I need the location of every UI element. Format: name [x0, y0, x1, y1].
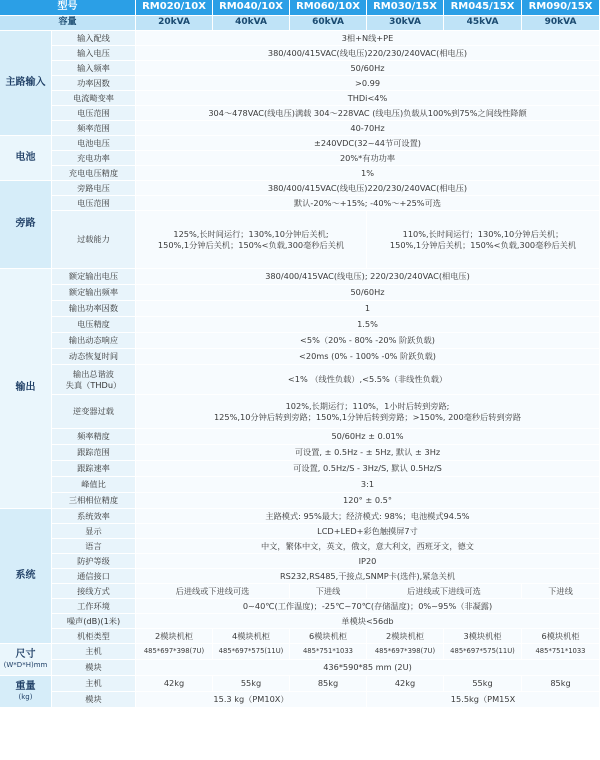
- row-value: 485*697*575(11U): [213, 644, 290, 660]
- table-row: [0, 151, 600, 166]
- row-value: 55kg: [444, 676, 522, 692]
- table-row: [0, 477, 600, 493]
- table-row: [0, 429, 600, 445]
- model-name: RM090/15X: [522, 0, 600, 16]
- table-row: [0, 629, 600, 644]
- section-size-unit: (W*D*H)mm: [3, 661, 48, 670]
- row-label: 语言: [52, 539, 136, 554]
- capacity-value: 40kVA: [213, 16, 290, 31]
- overload-left-line: 150%,1分钟后关机；150%<负载,300毫秒后关机: [157, 239, 345, 250]
- model-row: [0, 0, 600, 16]
- table-row: [0, 461, 600, 477]
- row-label-line: 输出总谐波: [73, 369, 114, 380]
- row-value: 后进线或下进线可选: [367, 584, 522, 599]
- row-value: 主路模式: 95%最大；经济模式: 98%；电池模式94.5%: [136, 509, 600, 524]
- overload-left: [136, 211, 367, 269]
- table-row: [0, 584, 600, 599]
- section-battery: 电池: [0, 136, 52, 181]
- row-value: 85kg: [522, 676, 600, 692]
- section-weight-unit: (kg): [18, 693, 33, 702]
- table-row: [0, 121, 600, 136]
- row-value: 6模块机柜: [522, 629, 600, 644]
- row-label: 电压精度: [52, 317, 136, 333]
- section-weight: [0, 676, 52, 708]
- row-value: 1.5%: [136, 317, 600, 333]
- table-row: [0, 269, 600, 285]
- row-value: 42kg: [136, 676, 213, 692]
- table-row: [0, 524, 600, 539]
- capacity-value: 20kVA: [136, 16, 213, 31]
- row-value: 485*751*1033: [290, 644, 367, 660]
- row-label: 工作环境: [52, 599, 136, 614]
- table-row: [0, 644, 600, 660]
- table-row: [0, 395, 600, 429]
- row-label: 充电功率: [52, 151, 136, 166]
- row-value: 中文，繁体中文，英文，俄文，意大利文，西班牙文，德文: [136, 539, 600, 554]
- table-row: [0, 196, 600, 211]
- row-value: 2模块机柜: [136, 629, 213, 644]
- row-label: 充电电压精度: [52, 166, 136, 181]
- table-row: [0, 692, 600, 708]
- row-value: 50/60Hz: [136, 61, 600, 76]
- row-label: 频率精度: [52, 429, 136, 445]
- table-row: [0, 445, 600, 461]
- row-label: 额定输出频率: [52, 285, 136, 301]
- row-label: 频率范围: [52, 121, 136, 136]
- row-label: 跟踪范围: [52, 445, 136, 461]
- row-label: 机柜类型: [52, 629, 136, 644]
- row-value: 默认-20%～+15%; -40%～+25%可选: [136, 196, 600, 211]
- row-label: 峰值比: [52, 477, 136, 493]
- row-value: 436*590*85 mm (2U): [136, 660, 600, 676]
- overload-right-line: 110%,长时间运行；130%,10分钟后关机；: [402, 229, 564, 240]
- row-label: 防护等级: [52, 554, 136, 569]
- table-row: [0, 676, 600, 692]
- table-row: [0, 569, 600, 584]
- row-value: 下进线: [522, 584, 600, 599]
- table-row: [0, 166, 600, 181]
- table-row: [0, 136, 600, 151]
- row-label: 电池电压: [52, 136, 136, 151]
- row-label: 跟踪速率: [52, 461, 136, 477]
- table-row: [0, 211, 600, 269]
- model-name: RM030/15X: [367, 0, 444, 16]
- row-value: LCD+LED+彩色触摸屏7寸: [136, 524, 600, 539]
- row-value: 可设置, ± 0.5Hz - ± 5Hz, 默认 ± 3Hz: [136, 445, 600, 461]
- section-main-input: 主路输入: [0, 31, 52, 136]
- table-row: [0, 61, 600, 76]
- table-row: [0, 181, 600, 196]
- row-value: <5%（20% - 80% -20% 阶跃负载): [136, 333, 600, 349]
- capacity-label: 容量: [0, 16, 136, 31]
- row-value: RS232,RS485,干接点,SNMP卡(选件),紧急关机: [136, 569, 600, 584]
- row-label: 接线方式: [52, 584, 136, 599]
- table-row: [0, 76, 600, 91]
- row-value: 485*697*398(7U): [136, 644, 213, 660]
- capacity-value: 60kVA: [290, 16, 367, 31]
- row-label: [52, 365, 136, 395]
- table-row: [0, 599, 600, 614]
- row-label: 主机: [52, 676, 136, 692]
- row-label: 三相相位精度: [52, 493, 136, 509]
- row-value: 50/60Hz ± 0.01%: [136, 429, 600, 445]
- row-value: 50/60Hz: [136, 285, 600, 301]
- row-value: ±240VDC(32~44节可设置): [136, 136, 600, 151]
- row-value: <1% （线性负载）,<5.5%（非线性负载）: [136, 365, 600, 395]
- row-value: 1: [136, 301, 600, 317]
- model-name: RM020/10X: [136, 0, 213, 16]
- row-value: 20%*有功功率: [136, 151, 600, 166]
- row-value: THDi<4%: [136, 91, 600, 106]
- row-label: 电压范围: [52, 106, 136, 121]
- overload-right: [367, 211, 600, 269]
- row-value: <20ms (0% - 100% -0% 阶跃负载): [136, 349, 600, 365]
- capacity-row: [0, 16, 600, 31]
- row-value: 4模块机柜: [213, 629, 290, 644]
- row-label: 逆变器过载: [52, 395, 136, 429]
- table-row: [0, 365, 600, 395]
- row-value: 55kg: [213, 676, 290, 692]
- section-system: 系统: [0, 509, 52, 644]
- row-value: 3:1: [136, 477, 600, 493]
- table-row: [0, 509, 600, 524]
- row-label: 旁路电压: [52, 181, 136, 196]
- row-value: 42kg: [367, 676, 444, 692]
- row-label: 通信接口: [52, 569, 136, 584]
- row-label: 模块: [52, 692, 136, 708]
- row-value: IP20: [136, 554, 600, 569]
- row-label: 电流畸变率: [52, 91, 136, 106]
- row-label: 动态恢复时间: [52, 349, 136, 365]
- table-row: [0, 614, 600, 629]
- section-size: [0, 644, 52, 676]
- table-row: [0, 333, 600, 349]
- row-label: 电压范围: [52, 196, 136, 211]
- overload-left-line: 125%,长时间运行；130%,10分钟后关机;: [173, 229, 329, 240]
- table-row: [0, 349, 600, 365]
- row-value-line: 102%,长期运行；110%，1小时后转到旁路;: [285, 401, 450, 412]
- table-row: [0, 539, 600, 554]
- row-value: 6模块机柜: [290, 629, 367, 644]
- row-value: 单模块<56db: [136, 614, 600, 629]
- row-value-line: 125%,10分钟后转到旁路；150%,1分钟后转到旁路；>150%, 200毫秒后转到旁路: [213, 411, 522, 422]
- row-label: 输出功率因数: [52, 301, 136, 317]
- row-value: 15.3 kg（PM10X）: [136, 692, 367, 708]
- table-row: [0, 301, 600, 317]
- row-value: 15.5kg（PM15X: [367, 692, 600, 708]
- row-value: 485*751*1033: [522, 644, 600, 660]
- row-value: 380/400/415VAC(线电压); 220/230/240VAC(相电压): [136, 269, 600, 285]
- table-row: [0, 91, 600, 106]
- table-row: [0, 285, 600, 301]
- row-value: 380/400/415VAC(线电压)220/230/240VAC(相电压): [136, 46, 600, 61]
- row-label: 额定输出电压: [52, 269, 136, 285]
- row-label: 系统效率: [52, 509, 136, 524]
- row-label: 输入配线: [52, 31, 136, 46]
- table-row: [0, 493, 600, 509]
- row-label-line: 失真（THDu）: [65, 379, 122, 390]
- section-size-title: 尺寸: [15, 648, 36, 660]
- row-label: 输入电压: [52, 46, 136, 61]
- capacity-value: 45kVA: [444, 16, 522, 31]
- overload-right-line: 150%,1分钟后关机；150%<负载,300毫秒后关机: [389, 239, 577, 250]
- row-label: 显示: [52, 524, 136, 539]
- row-value: >0.99: [136, 76, 600, 91]
- row-label: 主机: [52, 644, 136, 660]
- row-label: 输出动态响应: [52, 333, 136, 349]
- model-name: RM060/10X: [290, 0, 367, 16]
- row-value: 可设置, 0.5Hz/S - 3Hz/S, 默认 0.5Hz/S: [136, 461, 600, 477]
- row-value: 3模块机柜: [444, 629, 522, 644]
- row-value: 120° ± 0.5°: [136, 493, 600, 509]
- capacity-value: 90kVA: [522, 16, 600, 31]
- section-weight-title: 重量: [15, 680, 36, 692]
- row-value: 3相+N线+PE: [136, 31, 600, 46]
- row-value: 380/400/415VAC(线电压)220/230/240VAC(相电压): [136, 181, 600, 196]
- model-name: RM040/10X: [213, 0, 290, 16]
- row-value: 1%: [136, 166, 600, 181]
- row-value: 485*697*398(7U): [367, 644, 444, 660]
- table-row: [0, 31, 600, 46]
- table-row: [0, 660, 600, 676]
- table-row: [0, 554, 600, 569]
- table-row: [0, 317, 600, 333]
- row-value: 304～478VAC(线电压)满载 304～228VAC (线电压)负载从100%到75%之间线性降额: [136, 106, 600, 121]
- row-value: [136, 395, 600, 429]
- row-label: 噪声(dB)(1米): [52, 614, 136, 629]
- row-label: 输入频率: [52, 61, 136, 76]
- section-bypass: 旁路: [0, 181, 52, 269]
- section-output: 输出: [0, 269, 52, 509]
- table-row: [0, 106, 600, 121]
- row-label: 过载能力: [52, 211, 136, 269]
- capacity-value: 30kVA: [367, 16, 444, 31]
- row-value: 2模块机柜: [367, 629, 444, 644]
- row-value: 485*697*575(11U): [444, 644, 522, 660]
- row-value: 下进线: [290, 584, 367, 599]
- row-label: 功率因数: [52, 76, 136, 91]
- model-name: RM045/15X: [444, 0, 522, 16]
- row-value: 后进线或下进线可选: [136, 584, 290, 599]
- row-label: 模块: [52, 660, 136, 676]
- model-label: 型号: [0, 0, 136, 16]
- table-row: [0, 46, 600, 61]
- row-value: 0~40℃(工作温度)；-25℃~70℃(存储温度)；0%~95%（非凝露): [136, 599, 600, 614]
- row-value: 85kg: [290, 676, 367, 692]
- row-value: 40-70Hz: [136, 121, 600, 136]
